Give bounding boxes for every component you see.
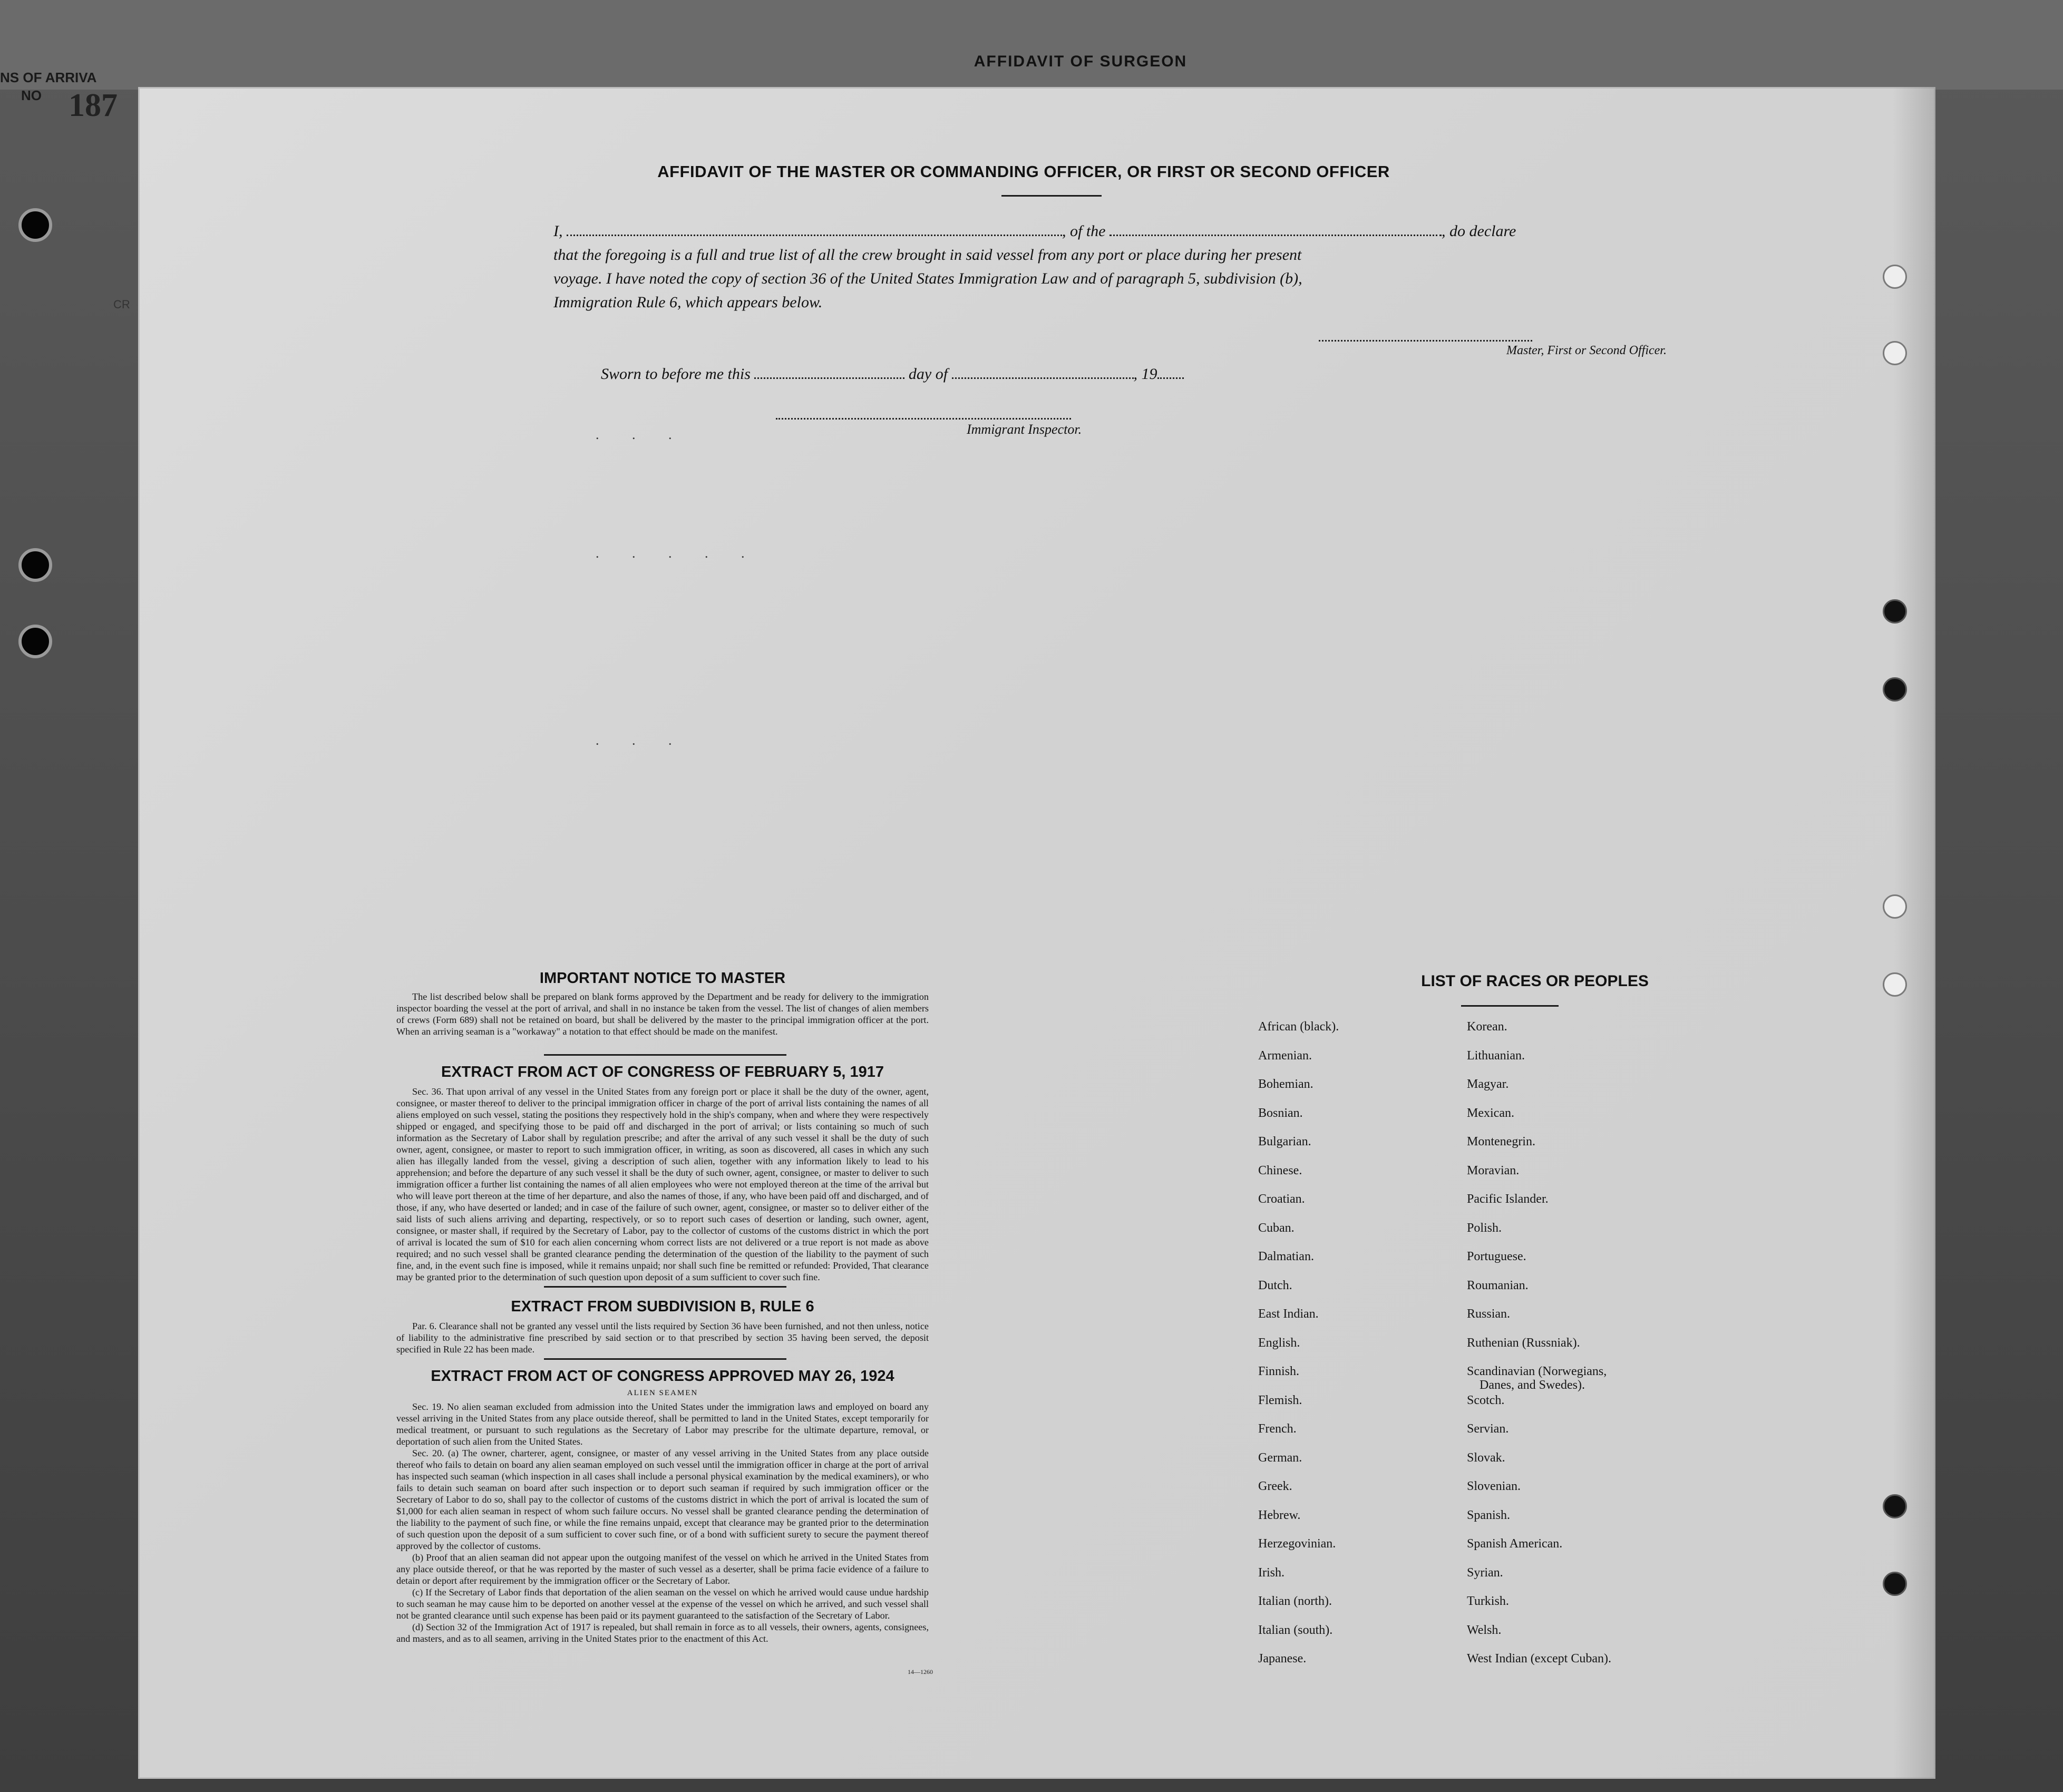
race-list-item: Greek.: [1258, 1479, 1292, 1493]
binder-hole-left: [18, 548, 52, 582]
race-list-item: Slovak.: [1467, 1450, 1505, 1465]
race-list-item: Portuguese.: [1467, 1250, 1526, 1263]
section-divider: [544, 1054, 786, 1056]
extract-rule6-text: [396, 1320, 929, 1355]
race-list-item: Scotch.: [1467, 1393, 1505, 1407]
affidavit-line-2: that the foregoing is a full and true list of all the crew brought in said vessel from any port or place during her present: [553, 246, 1302, 264]
master-signature-line[interactable]: [1319, 340, 1532, 342]
punch-hole: [1883, 894, 1907, 919]
punch-hole: [1883, 972, 1907, 997]
punch-hole: [1883, 1494, 1907, 1518]
underlying-fragment-1: NS OF ARRIVA: [0, 70, 97, 85]
section-divider: [544, 1358, 786, 1360]
extract-1917-paragraph: Sec. 36. That upon arrival of any vessel in the United States from any foreign port or place it shall be the duty of the owner, agent, consignee, or master thereof to deliver to the principal immigration officer in charge of the port of arrival lists containing the names of all aliens employed on such vessel, stating the positions they respectively hold in the ship's company, when and where they were respectively shipped or engaged, and specifying those to be paid off and discharged in the port of arrival; or lists containing so much of such information as the Secretary of Labor shall by regulation prescribe; and after the arrival of any such vessel it shall be the duty of such owner, agent, consignee, or master to report to such immigration officer, in writing, as soon as discovered, all cases in which any such alien has illegally landed from the vessel, giving a description of such alien, together with any information likely to lead to his apprehension; and before the departure of any such vessel it shall be the duty of such owner, agent, consignee, or master to deliver to such immigration officer a further list containing the names of all alien employees who were not employed thereon at the time of the arrival but who will leave port thereon at the time of her departure, and also the names of those, if any, who have been paid off and discharged, and of those, if any, who have deserted or landed; and in case of the failure of such owner, agent, consignee, or master so to deliver either of the said lists of such aliens arriving and departing, respectively, or so to report such cases of desertion or landing, such owner, agent, consignee, or master shall, if required by the Secretary of Labor, pay to the collector of customs of the customs district in which the port of arrival is located the sum of $10 for each alien concerning whom correct lists are not delivered or a true report is not made as above required; and no such vessel shall be granted clearance pending the determination of the question of the liability to the payment of such fine, and, in the event such fine is imposed, while it remains unpaid; nor shall such fine be remitted or refunded: Provided, That clearance may be granted prior to the determination of such question upon deposit of a sum sufficient to cover such fine.: [396, 1086, 929, 1282]
binder-hole-left: [18, 208, 52, 242]
notice-paragraph: The list described below shall be prepared on blank forms approved by the Department and be ready for delivery to the immigration inspector boarding the vessel at the port of arrival, and shall in no instance be taken from the vessel. The list of changes of alien members of crews (Form 689) shall not be retained on board, but shall be delivered by the master to the principal immigration officer at the port. When an arriving seaman is a "workaway" a notation to that effect should be made on the manifest.: [396, 991, 929, 1037]
race-list-item: Bohemian.: [1258, 1077, 1313, 1091]
race-list-item: Spanish American.: [1467, 1537, 1563, 1551]
notice-title: IMPORTANT NOTICE TO MASTER: [539, 970, 786, 987]
stray-dots: . . .: [596, 733, 687, 748]
affidavit-title: AFFIDAVIT OF THE MASTER OR COMMANDING OFFICER, OR FIRST OR SECOND OFFICER: [657, 162, 1390, 181]
declarant-prefix: I,: [553, 222, 563, 240]
race-list-item: Lithuanian.: [1467, 1048, 1525, 1063]
race-list-item: English.: [1258, 1336, 1300, 1350]
race-list-item: Flemish.: [1258, 1393, 1302, 1407]
underlying-sheet-title: AFFIDAVIT OF SURGEON: [974, 53, 1188, 70]
race-list-item: Magyar.: [1467, 1077, 1509, 1091]
race-list-item: Italian (south).: [1258, 1623, 1333, 1637]
declare-label: , do declare: [1442, 222, 1516, 240]
race-list-item: East Indian.: [1258, 1307, 1319, 1321]
race-list-item: Hebrew.: [1258, 1508, 1301, 1522]
race-list-item: Spanish.: [1467, 1508, 1511, 1522]
race-list-item: Servian.: [1467, 1422, 1509, 1436]
punch-hole: [1883, 265, 1907, 289]
sworn-year: , 19: [1133, 365, 1157, 383]
stray-dots: . . . . .: [596, 546, 760, 561]
underlying-small-text: CR: [113, 298, 130, 311]
race-list-item: Dalmatian.: [1258, 1250, 1314, 1263]
race-list-item: Armenian.: [1258, 1048, 1312, 1063]
extract-1917-text: [396, 1086, 929, 1283]
underlying-number: 187: [69, 87, 118, 123]
race-list-item: Dutch.: [1258, 1278, 1292, 1292]
sworn-month-field[interactable]: [952, 367, 1134, 379]
extract-1924-subtitle: ALIEN SEAMEN: [627, 1389, 698, 1397]
race-list-item: Turkish.: [1467, 1594, 1509, 1608]
race-list-item: Cuban.: [1258, 1221, 1295, 1235]
extract-1924-title: EXTRACT FROM ACT OF CONGRESS APPROVED MAY 26, 1924: [431, 1368, 894, 1385]
punch-hole: [1883, 341, 1907, 365]
race-list-item: Finnish.: [1258, 1365, 1300, 1378]
stray-dots: . . .: [596, 427, 687, 442]
sworn-day-of: day of: [908, 365, 948, 383]
race-list-item: Irish.: [1258, 1565, 1284, 1580]
affidavit-page: [138, 87, 1935, 1779]
punch-hole: [1883, 599, 1907, 624]
affidavit-line-4: Immigration Rule 6, which appears below.: [553, 294, 823, 311]
race-list-item: Syrian.: [1467, 1565, 1503, 1580]
race-list-item: Mexican.: [1467, 1106, 1514, 1120]
notice-text: [396, 991, 929, 1037]
race-list-item: African (black).: [1258, 1020, 1339, 1034]
extract-1924-paragraph: Sec. 19. No alien seaman excluded from admission into the United States under the immigration laws and employed on board any vessel arriving in the United States from any place outside thereof, shall be permitted to land in the United States, except temporarily for medical treatment, or pursuant to such regulations as the Secretary of Labor may prescribe for the ultimate departure, removal, or deportation of such alien from the United States.: [396, 1401, 929, 1447]
inspector-signature-line[interactable]: [776, 418, 1071, 420]
vessel-name-field[interactable]: [1110, 224, 1442, 236]
affidavit-line-3: voyage. I have noted the copy of section 36 of the United States Immigration Law and of paragraph 5, subdivision (b),: [553, 270, 1302, 287]
extract-1924-paragraph: (b) Proof that an alien seaman did not appear upon the outgoing manifest of the vessel on which he arrived in the United States from any place outside thereof, or that he was reported by the master of such vessel as a deserter, shall be prima facie evidence of a failure to detain or deport after requirement by the immigration officer or the Secretary of Labor.: [396, 1552, 929, 1586]
form-number: 14—1260: [908, 1668, 933, 1676]
sworn-day-field[interactable]: [754, 367, 904, 379]
extract-1924-paragraph: Sec. 20. (a) The owner, charterer, agent, consignee, or master of any vessel arriving in the United States from any place outside thereof who fails to detain on board any alien seaman employed on such vessel until the immigration officer in charge at the port of arrival has inspected such seaman (which inspection in all cases shall include a personal physical examination by the medical examiners), or who fails to detain such seaman on board after such inspection or to deport such seaman if required by such immigration officer or the Secretary of Labor to do so, shall pay to the collector of customs of the customs district in which the port of arrival is located the sum of $1,000 for each alien seaman in respect of whom such failure occurs. No vessel shall be granted clearance pending the determination of the liability to the payment of such fine, or while the fine remains unpaid, except that clearance may be granted prior to the determination of such question upon the deposit of a sum sufficient to cover such fine, or of a bond with sufficient surety to secure the payment thereof approved by the collector of customs.: [396, 1448, 929, 1551]
race-list-item: Korean.: [1467, 1020, 1507, 1034]
race-list-item: Chinese.: [1258, 1163, 1302, 1177]
extract-1917-title: EXTRACT FROM ACT OF CONGRESS OF FEBRUARY 5, 1917: [441, 1064, 884, 1080]
race-list-item: French.: [1258, 1422, 1297, 1436]
extract-1924-paragraph: (d) Section 32 of the Immigration Act of 1917 is repealed, but shall remain in force as to all vessels, their owners, agents, consignees, and masters, and as to all seamen, arriving in the United States prior to the enactment of this Act.: [396, 1622, 929, 1644]
underlying-sheet-header-strip: [0, 0, 2063, 90]
extract-1924-text: [396, 1401, 929, 1644]
race-list-item: Slovenian.: [1467, 1479, 1521, 1493]
inspector-label: Immigrant Inspector.: [967, 422, 1082, 437]
master-signature-label: Master, First or Second Officer.: [1506, 344, 1667, 357]
race-list-item: German.: [1258, 1450, 1302, 1465]
race-list-item: Polish.: [1467, 1221, 1502, 1235]
races-title: LIST OF RACES OR PEOPLES: [1421, 972, 1649, 990]
race-list-item: Moravian.: [1467, 1163, 1520, 1177]
underlying-fragment-2: NO: [21, 87, 42, 103]
section-divider: [544, 1286, 786, 1288]
of-the-label: , of the: [1062, 222, 1106, 240]
race-list-item: Croatian.: [1258, 1192, 1305, 1206]
race-list-item: Bosnian.: [1258, 1106, 1303, 1120]
races-title-rule: [1461, 1005, 1559, 1007]
sworn-year-field[interactable]: [1157, 367, 1184, 379]
punch-hole: [1883, 1572, 1907, 1596]
sworn-line: [601, 365, 1184, 383]
sworn-prefix: Sworn to before me this: [601, 365, 751, 383]
race-list-item: Montenegrin.: [1467, 1135, 1535, 1148]
race-list-item: West Indian (except Cuban).: [1467, 1652, 1611, 1666]
race-list-item: Pacific Islander.: [1467, 1192, 1549, 1206]
page-edge-shadow: [1893, 87, 1935, 1779]
title-rule: [1001, 195, 1102, 197]
declarant-name-field[interactable]: [567, 224, 1062, 236]
punch-hole: [1883, 677, 1907, 702]
extract-rule6-paragraph: Par. 6. Clearance shall not be granted any vessel until the lists required by Section 36 have been furnished, and not then unless, notice of liability to the administrative fine prescribed by said section or to that prescribed by section 35 having been served, the deposit specified in Rule 22 has been made.: [396, 1321, 929, 1355]
race-list-item: Roumanian.: [1467, 1278, 1529, 1292]
race-list-item: Welsh.: [1467, 1623, 1502, 1637]
affidavit-line-1: [553, 222, 1516, 240]
race-list-item: Bulgarian.: [1258, 1135, 1311, 1148]
race-list-item: Ruthenian (Russniak).: [1467, 1336, 1580, 1350]
extract-rule6-title: EXTRACT FROM SUBDIVISION B, RULE 6: [511, 1298, 814, 1315]
extract-1924-paragraph: (c) If the Secretary of Labor finds that deportation of the alien seaman on the vessel on which he arrived would cause undue hardship to such seaman he may cause him to be deported on another vessel at the expense of the vessel on which he arrived, and such vessel shall not be granted clearance until such expense has been paid or its payment guaranteed to the satisfaction of the Secretary of Labor.: [396, 1587, 929, 1621]
race-list-item: Herzegovinian.: [1258, 1537, 1336, 1551]
race-list-item: Japanese.: [1258, 1652, 1307, 1666]
race-list-item: Italian (north).: [1258, 1594, 1332, 1608]
race-list-item: Russian.: [1467, 1307, 1511, 1321]
binder-hole-left: [18, 625, 52, 658]
race-list-item: Scandinavian (Norwegians, Danes, and Swedes).: [1467, 1365, 1607, 1392]
